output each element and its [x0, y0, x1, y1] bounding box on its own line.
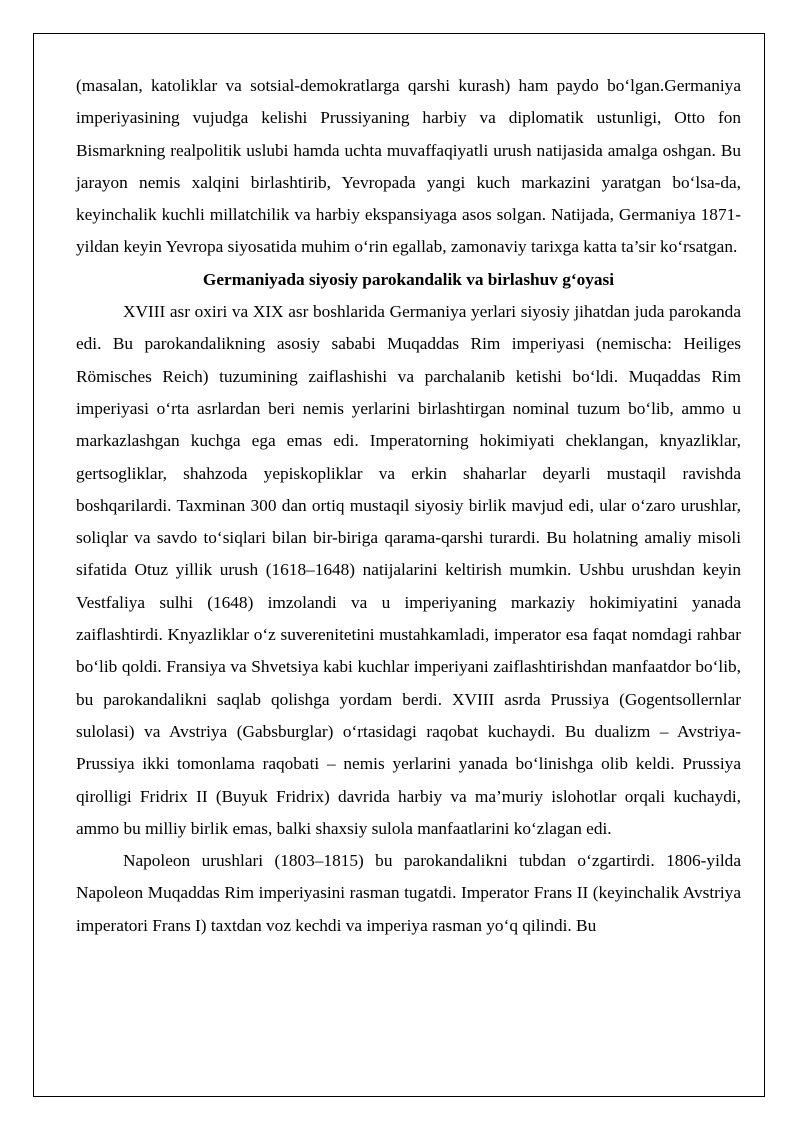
document-body: [76, 70, 741, 942]
paragraph-intro-continuation: (masalan, katoliklar va sotsial-demokratlarga qarshi kurash) ham paydo bo‘lgan.Germaniya imperiyasining vujudga kelishi Prussiyaning harbiy va diplomatik ustunligi, Otto fon Bismarkning realpolitik uslubi hamda uchta muvaffaqiyatli urush natijasida amalga oshgan. Bu jarayon nemis xalqini birlashtirib, Yevropada yangi kuch markazini yaratgan bo‘lsa-da, keyinchalik kuchli millatchilik va harbiy ekspansiyaga asos solgan. Natijada, Germaniya 1871-yildan keyin Yevropa siyosatida muhim o‘rin egallab, zamonaviy tarixga katta ta’sir ko‘rsatgan.: [76, 76, 741, 257]
paragraph-napoleonic-wars: Napoleon urushlari (1803–1815) bu parokandalikni tubdan o‘zgartirdi. 1806-yilda Napoleon Muqaddas Rim imperiyasini rasman tugatdi. Imperator Frans II (keyinchalik Avstriya imperatori Frans I) taxtdan voz kechdi va imperiya rasman yo‘q qilindi. Bu: [76, 851, 741, 935]
paragraph-political-fragmentation: XVIII asr oxiri va XIX asr boshlarida Germaniya yerlari siyosiy jihatdan juda parokanda edi. Bu parokandalikning asosiy sababi Muqaddas Rim imperiyasi (nemischa: Heiliges Römisches Reich) tuzumining zaiflashishi va parchalanib ketishi bo‘ldi. Muqaddas Rim imperiyasi o‘rta asrlardan beri nemis yerlarini birlashtirgan nominal tuzum bo‘lib, ammo u markazlashgan kuchga ega emas edi. Imperatorning hokimiyati cheklangan, knyazliklar, gertsogliklar, shahzoda yepiskopliklar va erkin shaharlar deyarli mustaqil ravishda boshqarilardi. Taxminan 300 dan ortiq mustaqil siyosiy birlik mavjud edi, ular o‘zaro urushlar, soliqlar va savdo to‘siqlari bilan bir-biriga qarama-qarshi turardi. Bu holatning amaliy misoli sifatida Otuz yillik urush (1618–1648) natijalarini keltirish mumkin. Ushbu urushdan keyin Vestfaliya sulhi (1648) imzolandi va u imperiyaning markaziy hokimiyatini yanada zaiflashtirdi. Knyazliklar o‘z suverenitetini mustahkamladi, imperator esa faqat nomdagi rahbar bo‘lib qoldi. Fransiya va Shvetsiya kabi kuchlar imperiyani zaiflashtirishdan manfaatdor bo‘lib, bu parokandalikni saqlab qolishga yordam berdi. XVIII asrda Prussiya (Gogentsollernlar sulolasi) va Avstriya (Gabsburglar) o‘rtasidagi raqobat kuchaydi. Bu dualizm – Avstriya-Prussiya ikki tomonlama raqobati – nemis yerlarini yanada bo‘linishga olib keldi. Prussiya qirolligi Fridrix II (Buyuk Fridrix) davrida harbiy va ma’muriy islohotlar orqali kuchaydi, ammo bu milliy birlik emas, balki shaxsiy sulola manfaatlarini ko‘zlagan edi.: [76, 302, 741, 838]
section-heading: Germaniyada siyosiy parokandalik va birlashuv g‘oyasi: [202, 269, 615, 289]
